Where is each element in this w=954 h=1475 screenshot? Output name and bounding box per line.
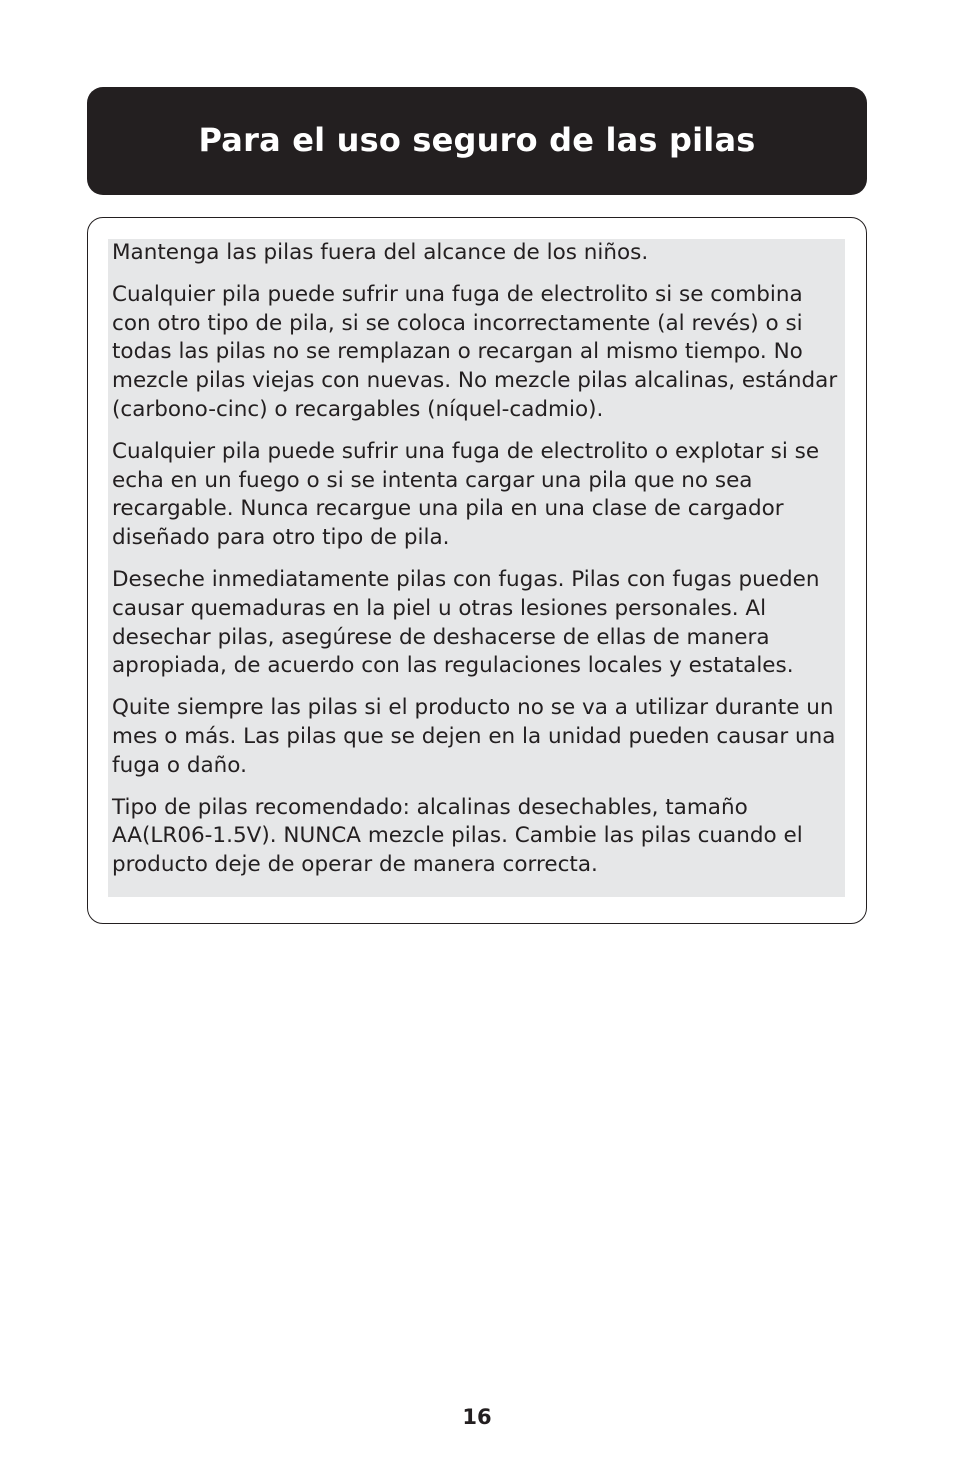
paragraph-dispose-leaking: Deseche inmediatamente pilas con fugas. Pilas con fugas pueden causar quemaduras en la piel u otras lesiones personales. Al desechar pilas, asegúrese de deshacerse de ellas de manera apropiada, de acuerdo con las regulaciones locales y estatales. xyxy=(112,566,820,679)
page-number: 16 xyxy=(462,1405,492,1429)
content-panel xyxy=(108,239,845,897)
paragraph-remove-batteries: Quite siempre las pilas si el producto no se va a utilizar durante un mes o más. Las pilas que se dejen en la unidad pueden causar una fuga o daño. xyxy=(112,695,836,778)
section-header-bar xyxy=(87,87,867,195)
paragraph-recommended-type: Tipo de pilas recomendado: alcalinas desechables, tamaño AA(LR06-1.5V). NUNCA mezcle pilas. Cambie las pilas cuando el producto deje de operar de manera correcta. xyxy=(112,794,803,878)
page-title: Para el uso seguro de las pilas xyxy=(198,121,756,159)
paragraph-fire-charging: Cualquier pila puede sufrir una fuga de electrolito o explotar si se echa en un fuego o si se intenta cargar una pila que no sea recargable. Nunca recargue una pila en una clase de cargador diseñado para otro tipo de pila. xyxy=(112,438,820,551)
paragraph-mixing-leak: Cualquier pila puede sufrir una fuga de electrolito si se combina con otro tipo de pila, si se coloca incorrectamente (al revés) o si todas las pilas no se remplazan o recargan al mismo tiempo. No mezcle pilas viejas con nuevas. No mezcle pilas alcalinas, estándar (carbono-cinc) o recargables (níquel-cadmio). xyxy=(112,281,838,422)
paragraph-keep-away-children: Mantenga las pilas fuera del alcance de los niños. xyxy=(112,240,649,265)
content-frame xyxy=(87,217,867,924)
